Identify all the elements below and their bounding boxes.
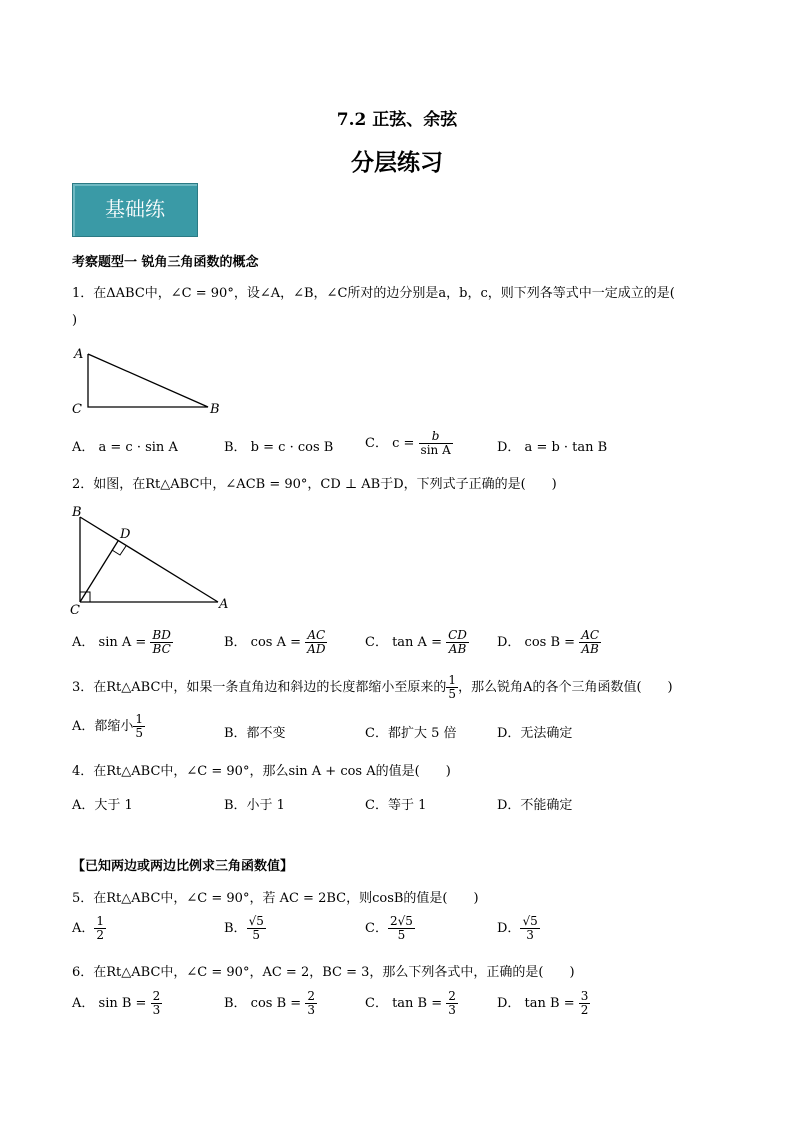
fig2-label-b: B	[72, 505, 82, 520]
question-5-text: 5．在Rt△ABC中，∠C = 90°，若 AC = 2BC，则cosB的值是( )	[72, 891, 479, 906]
fig1-label-b: B	[210, 402, 220, 417]
q5-option-c: C． $\frac{2√5}{5}$	[365, 914, 413, 942]
q2-option-d: D． cos B = $\frac{AC}{AB}$	[497, 628, 600, 656]
fig2-label-c: C	[70, 603, 80, 614]
question-3-text: 3．在Rt△ABC中，如果一条直角边和斜边的长度都缩小至原来的 $\frac{1}{5}$ ，那么锐角A的各个三角函数值( )	[72, 673, 673, 701]
q4-option-d: D．不能确定	[497, 798, 573, 813]
question-1-text: 1．在ΔABC中，∠C = 90°，设∠A，∠B，∠C所对的边分别是a，b，c，则下列各等式中一定成立的是(	[72, 286, 675, 301]
question-4-text: 4．在Rt△ABC中，∠C = 90°，那么sin A + cos A的值是( )	[72, 764, 451, 779]
q6-option-a: A． sin B = $\frac{2}{3}$	[72, 989, 161, 1017]
fig1-label-c: C	[72, 402, 82, 417]
q6-option-d: D． tan B = $\frac{3}{2}$	[497, 989, 589, 1017]
fig2-label-d: D	[120, 527, 131, 542]
q3-option-d: D．无法确定	[497, 726, 573, 741]
q6-option-c: C． tan B = $\frac{2}{3}$	[365, 989, 456, 1017]
question-6-text: 6．在Rt△ABC中，∠C = 90°，AC = 2，BC = 3，那么下列各式中，正确的是( )	[72, 965, 575, 980]
q2-option-c: C． tan A = $\frac{CD}{AB}$	[365, 628, 467, 656]
q5-option-b: B． $\frac{√5}{5}$	[224, 914, 264, 942]
q3-option-a: A．都缩小 $\frac{1}{5}$	[72, 712, 144, 740]
level-badge: 基础练	[72, 183, 198, 237]
q1-option-c: C． c = $\frac{b}{\text{sin A}}$	[365, 429, 451, 457]
question-2-text: 2．如图，在Rt△ABC中，∠ACB = 90°，CD ⊥ AB于D，下列式子正确的是( )	[72, 477, 557, 492]
q4-option-a: A．大于 1	[72, 798, 133, 813]
q2-option-a: A． sin A = $\frac{BD}{BC}$	[72, 628, 171, 656]
question-1-figure	[70, 342, 230, 418]
fig2-label-a: A	[219, 597, 229, 612]
q5-option-a: A． $\frac{1}{2}$	[72, 914, 105, 942]
q2-option-b: B． cos A = $\frac{AC}{AD}$	[224, 628, 326, 656]
q6-option-b: B． cos B = $\frac{2}{3}$	[224, 989, 315, 1017]
q5-option-d: D． $\frac{√5}{3}$	[497, 914, 538, 942]
fig1-label-a: A	[74, 347, 84, 362]
q4-option-c: C．等于 1	[365, 798, 427, 813]
page-subtitle: 分层练习	[351, 149, 443, 176]
q4-option-b: B．小于 1	[224, 798, 285, 813]
q1-option-d: D． a = b · tan B	[497, 440, 608, 455]
page-title: 7.2 正弦、余弦	[336, 110, 458, 130]
q1-option-a: A． a = c · sin A	[72, 440, 178, 455]
question-2-figure	[68, 502, 238, 614]
q1-option-b: B． b = c · cos B	[224, 440, 334, 455]
q3-option-c: C．都扩大 5 倍	[365, 726, 457, 741]
q3-option-b: B．都不变	[224, 726, 286, 741]
section-heading-2: 【已知两边或两边比例求三角函数值】	[72, 859, 294, 874]
section-heading-1: 考察题型一 锐角三角函数的概念	[72, 255, 259, 270]
question-1-text-cont: )	[72, 313, 78, 328]
